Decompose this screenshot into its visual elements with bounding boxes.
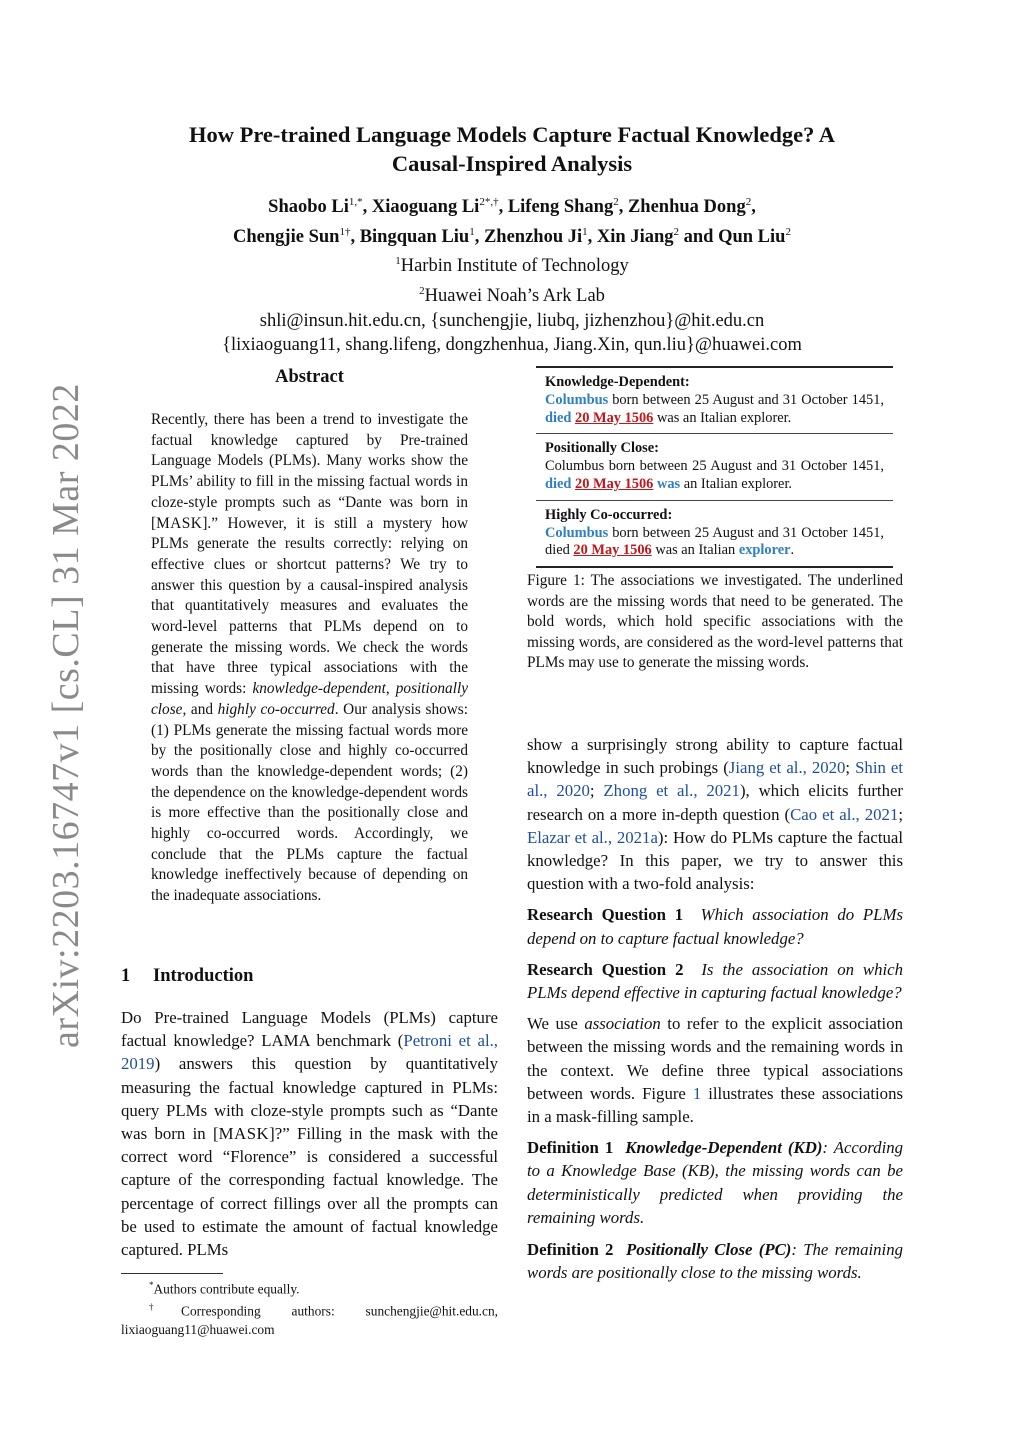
abstract-text: Recently, there has been a trend to investigate the factual knowledge captured by Pre-trained Language Models (PLMs). Many works show the PLMs’ ability to fill in the missing factual words in cloze-style prompts such as “Dante was born in [MASK].” However, it is still a mystery how PLMs generate the results correctly: relying on effective clues or shortcut patterns? We try to answer this question by a causal-inspired analysis that quantitatively measures and evaluates the word-level patterns that PLMs depend on to generate the missing words. We check the words that have three typical associations with the missing words: knowledge-dependent, positionally close, and highly co-occurred. Our analysis shows: (1) PLMs generate the missing factual words more by the positionally close and highly co-occurred words than the knowledge-dependent words; (2) the dependence on the knowledge-dependent words is more effective than the positionally close and highly co-occurred words. Accordingly, we conclude that the PLMs capture the factual knowledge ineffectively because of depending on the inadequate associations. bbox=[151, 411, 469, 905]
author-block bbox=[120, 190, 904, 358]
figure-reference-link[interactable]: 1 bbox=[692, 1083, 702, 1103]
author-name: Zhenhua Dong bbox=[627, 197, 746, 218]
title-line-1: How Pre-trained Language Models Capture Factual Knowledge? A bbox=[188, 122, 836, 147]
author-sup: 1,* bbox=[348, 196, 363, 208]
author-sup: 2*,† bbox=[479, 196, 499, 208]
author-line-1: Shaobo $Li^{1,*}$, Xiaoguang $Li^{2*,\dagger}$, Lifeng Shang$^2$, Zhenhua Dong$^2$, bbox=[268, 196, 756, 218]
footnote-2: †Corresponding authors: sunchengjie@hit.edu.cn, lixiaoguang11@huawei.com bbox=[121, 1302, 498, 1337]
research-question-1: Research Question 1 Which association do PLMs depend on to capture factual knowledge? bbox=[527, 905, 904, 948]
mask-token: MASK bbox=[218, 1124, 270, 1144]
author-name: Lifeng Shang bbox=[507, 197, 614, 218]
title-line-2: Causal-Inspired Analysis bbox=[391, 151, 633, 176]
citation-link[interactable]: Zhong et al., 2021 bbox=[603, 781, 740, 801]
email-line-1: shli@insun.hit.edu.cn, {sunchengjie, liubq, jizhenzhou}@hit.edu.cn bbox=[259, 310, 765, 331]
email-line-2: {lixiaoguang11, shang.lifeng, dongzhenhua, Jiang.Xin, qun.liu}@huawei.com bbox=[222, 335, 802, 356]
paper-title bbox=[120, 120, 904, 178]
citation-link[interactable]: Cao et al., 2021 bbox=[790, 804, 899, 824]
missing-answer: 20 May 1506 bbox=[575, 475, 654, 492]
paragraph-association: We use association to refer to the explicit association between the missing words and the remaining words in the context. We define three typical associations between words. Figure 1 illustrates these associations in a mask-filling sample. bbox=[527, 1014, 903, 1127]
author-line-2: Chengjie Sun$^{1\dagger}$, Bingquan Liu$^1$, Zhenzhou Ji$^1$, Xin Jiang$^2$ and Qun Liu$^2$ bbox=[233, 225, 791, 247]
author-name: Bingquan Liu bbox=[359, 226, 470, 247]
citation-link[interactable]: Elazar et al., 2021a bbox=[527, 827, 658, 847]
citation-link[interactable]: Jiang et al., 2020 bbox=[728, 758, 846, 778]
mask-token: MASK bbox=[156, 514, 203, 532]
figure-block-sentence: Columbus born between 25 August and 31 October 1451, died 20 May 1506 was an Italian explorer. bbox=[545, 458, 884, 492]
author-name: Zhenzhou Ji bbox=[483, 226, 583, 247]
definition-2: Definition 2 Positionally Close (PC): The remaining words are positionally close to the missing words. bbox=[527, 1240, 903, 1283]
figure-block-highly-co-occurred bbox=[536, 501, 893, 566]
figure-block-heading: Positionally Close: bbox=[545, 440, 659, 457]
citation-link[interactable]: Shin et al., 2020 bbox=[527, 758, 903, 801]
footnote-1: *Authors contribute equally. bbox=[149, 1280, 300, 1297]
figure-block-knowledge-dependent bbox=[536, 368, 893, 433]
paragraph-motivation: show a surprisingly strong ability to capture factual knowledge in such probings (Jiang et al., 2020; Shin et al., 2020; Zhong et al., 2021), which elicits further research on a more in-depth question (Cao et al., 2021; Elazar et al., 2021a): How do PLMs capture the factual knowledge? In this paper, we try to answer this question with a two-fold analysis: bbox=[527, 735, 904, 894]
figure-block-heading: Knowledge-Dependent: bbox=[545, 374, 690, 390]
author-sup: 1 bbox=[469, 225, 475, 238]
missing-answer: 20 May 1506 bbox=[575, 409, 654, 426]
affiliation: $^2$Huawei Noah’s Ark Lab bbox=[419, 284, 605, 307]
affiliation: $^1$Harbin Institute of Technology bbox=[395, 255, 629, 277]
author-sup: 1† bbox=[339, 225, 351, 238]
footnote-rule bbox=[121, 1273, 223, 1274]
figure-bottom-rule bbox=[536, 566, 893, 568]
author-sup: 2 bbox=[613, 196, 619, 208]
right-column-text bbox=[527, 733, 903, 1293]
figure-block-heading: Highly Co-occurred: bbox=[545, 506, 673, 523]
introduction-paragraph: Do Pre-trained Language Models (PLMs) capture factual knowledge? LAMA benchmark (Petroni et al., 2019) answers this question by quantitatively measuring the factual knowledge captured in PLMs: query PLMs with cloze-style prompts such as “Dante was born in [MASK]?” Filling in the mask with the correct word “Florence” is considered a successful capture of the corresponding factual knowledge. The percentage of correct fillings over all the prompts can be used to estimate the amount of factual knowledge captured. PLMs bbox=[121, 1008, 499, 1260]
arxiv-identifier: arXiv:2203.16747v1 [cs.CL] 31 Mar 2022 bbox=[45, 383, 87, 1048]
author-name: Xiaoguang Li bbox=[371, 197, 480, 218]
author-name: Chengjie Sun bbox=[233, 226, 340, 247]
figure-1 bbox=[536, 366, 893, 568]
abstract-heading: Abstract bbox=[275, 367, 344, 387]
figure-block-sentence: Columbus born between 25 August and 31 October 1451, died 20 May 1506 was an Italian explorer. bbox=[545, 524, 884, 559]
author-sup: 2 bbox=[785, 225, 791, 238]
definition-1: Definition 1 Knowledge-Dependent (KD): According to a Knowledge Base (KB), the missing words can be deterministically predicted when providing the remaining words. bbox=[527, 1138, 904, 1227]
author-name: Xin Jiang bbox=[596, 226, 674, 247]
author-sup: 1 bbox=[582, 225, 588, 238]
missing-answer: 20 May 1506 bbox=[573, 542, 652, 559]
figure-block-sentence: Columbus born between 25 August and 31 October 1451, died 20 May 1506 was an Italian explorer. bbox=[545, 391, 884, 426]
figure-caption: Figure 1: The associations we investigated. The underlined words are the missing words that need to be generated. The bold words, which hold specific associations with the missing words, are considered as the word-level patterns that PLMs may use to generate the missing words. bbox=[527, 572, 903, 672]
author-name: Qun Liu bbox=[718, 226, 786, 247]
citation-link[interactable]: Petroni et al., 2019 bbox=[121, 1031, 498, 1074]
section-heading-introduction: 1 Introduction bbox=[121, 966, 254, 986]
footnotes bbox=[121, 1276, 498, 1339]
research-question-2: Research Question 2 Is the association on which PLMs depend effective in capturing factual knowledge? bbox=[527, 959, 904, 1003]
author-sup: 2 bbox=[673, 225, 679, 238]
author-name: Shaobo Li bbox=[268, 197, 349, 218]
figure-block-positionally-close bbox=[536, 434, 893, 499]
author-sup: 2 bbox=[745, 196, 752, 208]
